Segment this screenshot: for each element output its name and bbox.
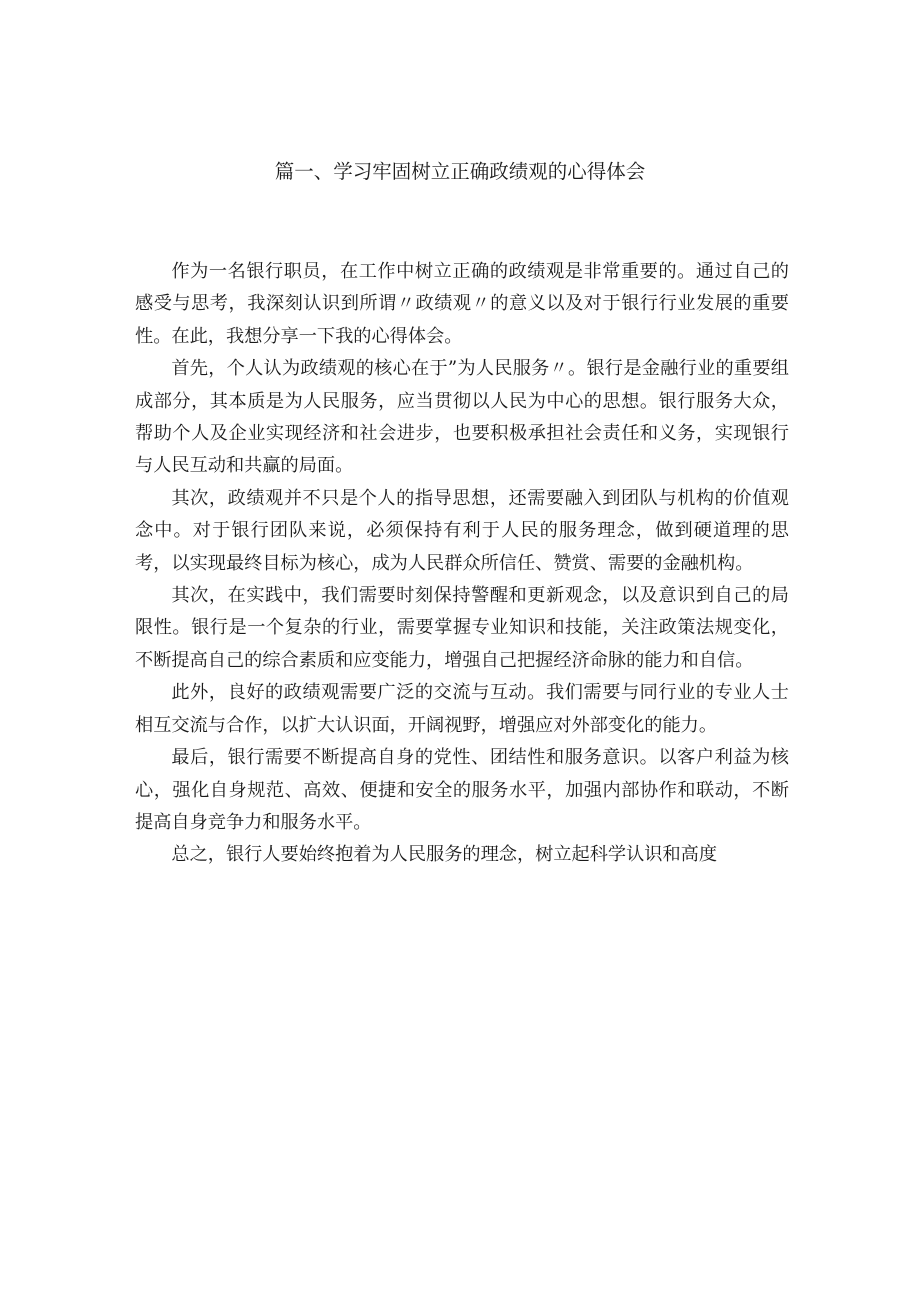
paragraph-1: 作为一名银行职员，在工作中树立正确的政绩观是非常重要的。通过自己的感受与思考，我深刻认识到所谓〃政绩观〃的意义以及对于银行行业发展的重要性。在此，我想分享一下我的心得体会。 (135, 261, 789, 347)
document-body (135, 256, 789, 872)
paragraph-2: 首先，个人认为政绩观的核心在于”为人民服务〃。银行是金融行业的重要组成部分，其本质是为人民服务，应当贯彻以人民为中心的思想。银行服务大众，帮助个人及企业实现经济和社会进步，也要积极承担社会责任和义务，实现银行与人民互动和共赢的局面。 (135, 358, 789, 477)
paragraph-3: 其次，政绩观并不只是个人的指导思想，还需要融入到团队与机构的价值观念中。对于银行团队来说，必须保持有利于人民的服务理念，做到硬道理的思考，以实现最终目标为核心，成为人民群众所信任、赞赏、需要的金融机构。 (135, 487, 789, 574)
paragraph-7: 总之，银行人要始终抱着为人民服务的理念，树立起科学认识和高度 (171, 844, 718, 866)
paragraph-6: 最后，银行需要不断提高自身的党性、团结性和服务意识。以客户利益为核心，强化自身规范、高效、便捷和安全的服务水平，加强内部协作和联动，不断提高自身竞争力和服务水平。 (135, 747, 789, 833)
page-title: 篇一、学习牢固树立正确政绩观的心得体会 (274, 160, 646, 183)
paragraph-4: 其次，在实践中，我们需要时刻保持警醒和更新观念，以及意识到自己的局限性。银行是一个复杂的行业，需要掌握专业知识和技能，关注政策法规变化，不断提高自己的综合素质和应变能力，增强自己把握经济命脉的能力和自信。 (135, 585, 789, 671)
paragraph-5: 此外，良好的政绩观需要广泛的交流与互动。我们需要与同行业的专业人士相互交流与合作，以扩大认识面，开阔视野，增强应对外部变化的能力。 (135, 682, 789, 736)
